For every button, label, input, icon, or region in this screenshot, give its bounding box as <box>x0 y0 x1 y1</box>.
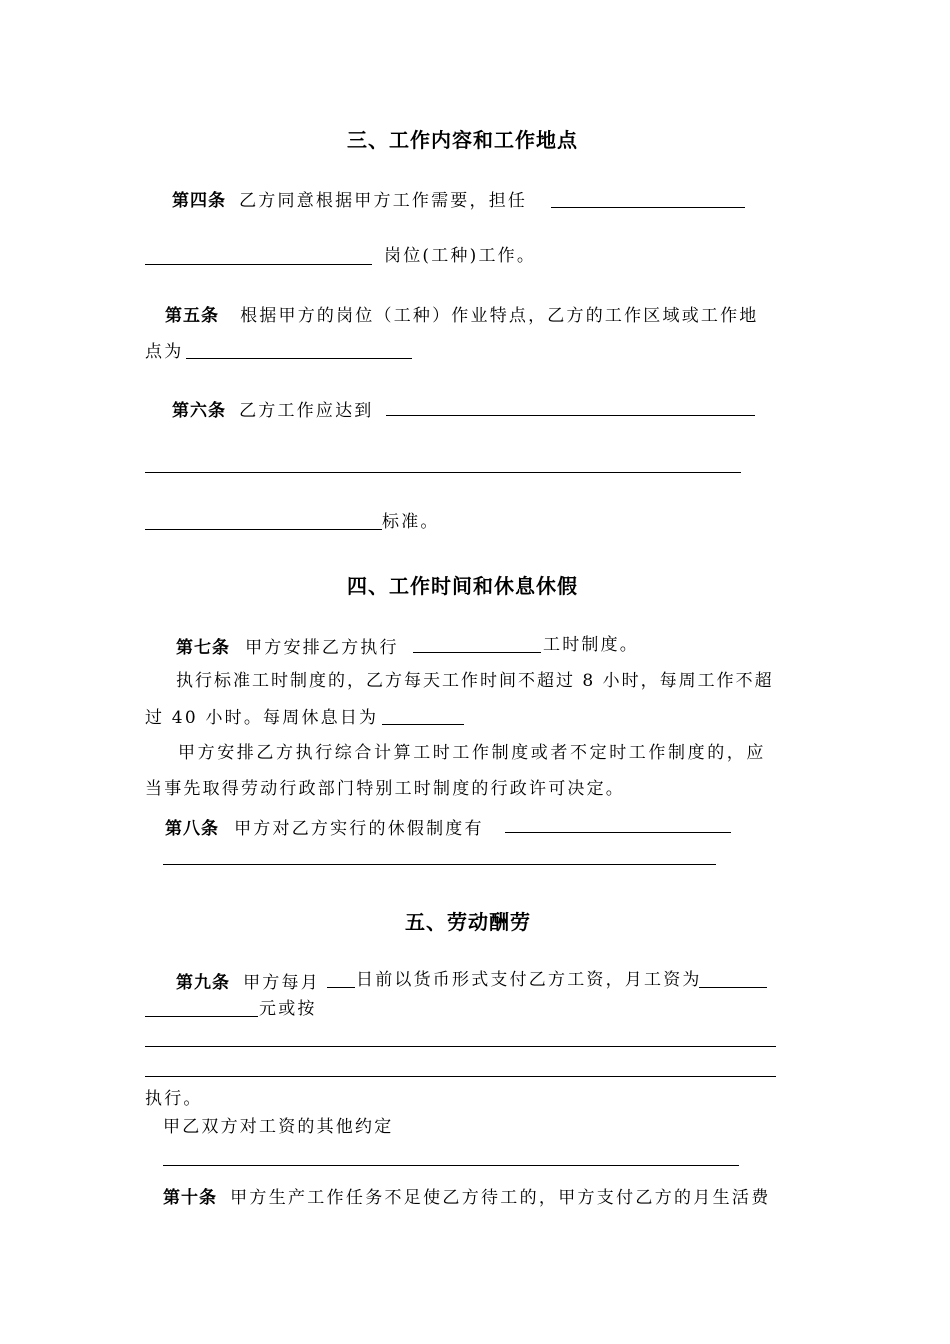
monthly-wage-blank-2[interactable] <box>145 1016 258 1017</box>
article-10-label: 第十条 <box>163 1188 217 1208</box>
article-7-label: 第七条 <box>176 638 230 658</box>
article-7-line <box>176 633 399 660</box>
standard-hours-line-1: 执行标准工时制度的，乙方每天工作时间不超过 8 小时，每周工作不超 <box>176 671 774 691</box>
article-4-text: 乙方同意根据甲方工作需要，担任 <box>239 191 528 211</box>
article-6-blank-2[interactable] <box>145 472 741 473</box>
weekly-rest-blank[interactable] <box>382 724 464 725</box>
special-hours-line-2: 当事先取得劳动行政部门特别工时制度的行政许可决定。 <box>145 779 625 799</box>
section-five-title: 五、劳动酬劳 <box>405 910 531 934</box>
article-9-text-1: 甲方每月 <box>243 973 320 993</box>
article-8-line <box>165 814 484 841</box>
wage-basis-blank-2[interactable] <box>145 1076 776 1077</box>
article-5-label: 第五条 <box>165 306 219 326</box>
article-6-blank-1[interactable] <box>386 415 755 416</box>
pay-day-blank[interactable] <box>327 987 355 988</box>
article-7-blank[interactable] <box>413 652 541 653</box>
wage-basis-blank-1[interactable] <box>145 1046 776 1047</box>
article-5-text: 根据甲方的岗位（工种）作业特点，乙方的工作区域或工作地 <box>240 306 759 326</box>
article-4-blank-2[interactable] <box>145 264 372 265</box>
article-9-line <box>176 968 320 995</box>
article-6-blank-3[interactable] <box>145 529 382 530</box>
article-5-line <box>165 301 759 328</box>
article-6-line <box>172 396 374 423</box>
article-7-text: 甲方安排乙方执行 <box>245 638 399 658</box>
article-6-label: 第六条 <box>172 401 226 421</box>
article-4-line <box>172 186 527 213</box>
article-5-tail: 点为 <box>145 342 184 362</box>
article-10-text: 甲方生产工作任务不足使乙方待工的，甲方支付乙方的月生活费 <box>230 1188 771 1208</box>
other-wage-terms: 甲乙双方对工资的其他约定 <box>163 1117 394 1137</box>
section-three-title: 三、工作内容和工作地点 <box>347 128 578 152</box>
article-9-tail: 元或按 <box>259 999 317 1019</box>
article-4-label: 第四条 <box>172 191 226 211</box>
section-four-title: 四、工作时间和休息休假 <box>347 574 578 598</box>
article-8-label: 第八条 <box>165 819 219 839</box>
monthly-wage-blank-1[interactable] <box>699 987 767 988</box>
article-9-exec: 执行。 <box>145 1089 203 1109</box>
article-4-tail: 岗位(工种)工作。 <box>384 246 537 266</box>
standard-hours-line-2: 过 40 小时。每周休息日为 <box>145 708 379 728</box>
article-6-text: 乙方工作应达到 <box>239 401 374 421</box>
article-5-blank[interactable] <box>186 358 412 359</box>
other-wage-terms-blank[interactable] <box>163 1165 739 1166</box>
article-7-tail: 工时制度。 <box>543 635 639 655</box>
article-10-line <box>163 1183 771 1210</box>
article-9-text-2: 日前以货币形式支付乙方工资，月工资为 <box>356 970 702 990</box>
article-8-text: 甲方对乙方实行的休假制度有 <box>234 819 484 839</box>
special-hours-line-1: 甲方安排乙方执行综合计算工时工作制度或者不定时工作制度的，应 <box>178 743 766 763</box>
article-8-blank-1[interactable] <box>505 832 731 833</box>
article-6-tail: 标准。 <box>382 512 440 532</box>
article-4-blank-1[interactable] <box>551 207 745 208</box>
article-9-label: 第九条 <box>176 973 230 993</box>
article-8-blank-2[interactable] <box>163 864 716 865</box>
